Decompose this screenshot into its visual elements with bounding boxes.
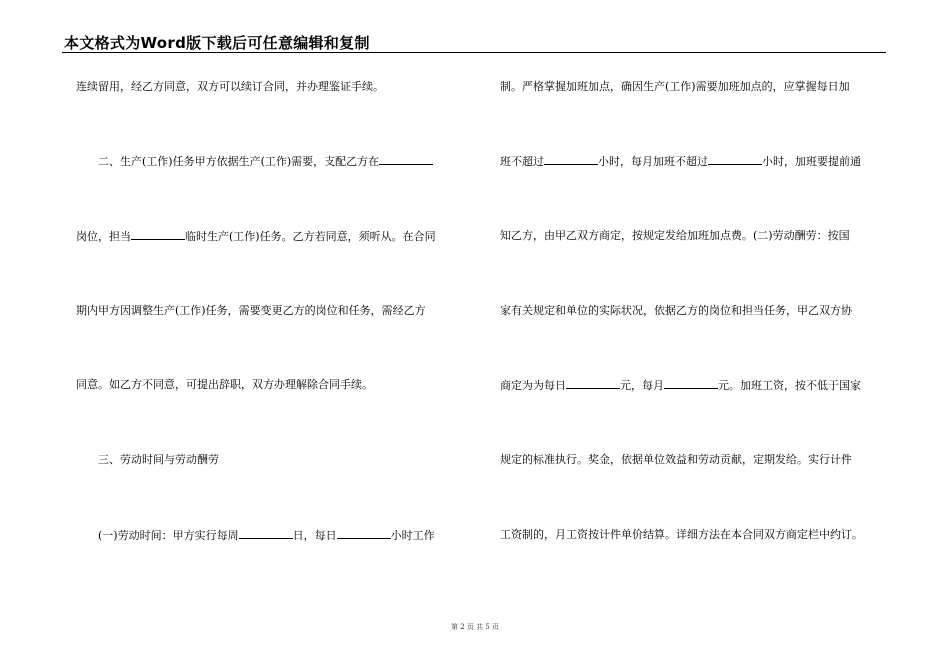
- right-line-6: [500, 453, 852, 467]
- left-line-5: [76, 378, 373, 392]
- left-line-3: [76, 229, 436, 244]
- fill-blank: [544, 154, 598, 165]
- text: 小时，每月加班不超过: [598, 155, 708, 168]
- fill-blank: [708, 154, 762, 165]
- left-line-4: [76, 304, 426, 318]
- text: 家有关规定和单位的实际状况，依据乙方的岗位和担当任务，甲乙双方协: [500, 304, 852, 317]
- right-line-4: [500, 304, 852, 318]
- text: 期内甲方因调整生产(工作)任务，需要变更乙方的岗位和任务，需经乙方: [76, 304, 426, 317]
- fill-blank: [337, 528, 391, 539]
- right-line-2: [500, 154, 861, 169]
- text: 知乙方，由甲乙双方商定，按规定发给加班加点费。(二)劳动酬劳：按国: [500, 229, 850, 242]
- fill-blank: [379, 154, 433, 165]
- text: 元，每月: [620, 379, 664, 392]
- fill-blank: [239, 528, 293, 539]
- right-line-3: [500, 229, 850, 243]
- left-line-6: [76, 453, 219, 467]
- right-line-7: [500, 528, 863, 542]
- text: 三、劳动时间与劳动酬劳: [76, 453, 219, 466]
- header-title: 本文格式为Word版下载后可任意编辑和复制: [64, 34, 370, 52]
- left-line-7: [76, 528, 435, 543]
- text: 规定的标准执行。奖金，依据单位效益和劳动贡献，定期发给。实行计件: [500, 453, 852, 466]
- text: 制。严格掌握加班加点，确因生产(工作)需要加班加点的，应掌握每日加: [500, 80, 850, 93]
- fill-blank: [566, 378, 620, 389]
- text: 同意。如乙方不同意，可提出辞职，双方办理解除合同手续。: [76, 378, 373, 391]
- fill-blank: [664, 378, 718, 389]
- right-line-1: [500, 80, 850, 94]
- text: 小时，加班要提前通: [762, 155, 861, 168]
- text: (一)劳动时间：甲方实行每周: [76, 529, 239, 542]
- text: 元。加班工资，按不低于国家: [718, 379, 861, 392]
- text: 临时生产(工作)任务。乙方若同意，须听从。在合同: [185, 230, 436, 243]
- text: 二、生产(工作)任务甲方依据生产(工作)需要，支配乙方在: [76, 155, 380, 168]
- text: 商定为为每日: [500, 379, 566, 392]
- text: 连续留用，经乙方同意，双方可以续订合同，并办理鉴证手续。: [76, 80, 384, 93]
- fill-blank: [131, 229, 185, 240]
- header-rule: [62, 52, 886, 53]
- left-line-2: [76, 154, 433, 169]
- right-line-5: [500, 378, 861, 393]
- page-footer: 第 2 页 共 5 页: [450, 623, 500, 631]
- text: 班不超过: [500, 155, 544, 168]
- left-line-1: [76, 80, 384, 94]
- text: 岗位，担当: [76, 230, 131, 243]
- text: 工资制的，月工资按计件单价结算。详细方法在本合同双方商定栏中约订。: [500, 528, 863, 541]
- text: 小时工作: [390, 529, 435, 542]
- text: 日，每日: [292, 529, 337, 542]
